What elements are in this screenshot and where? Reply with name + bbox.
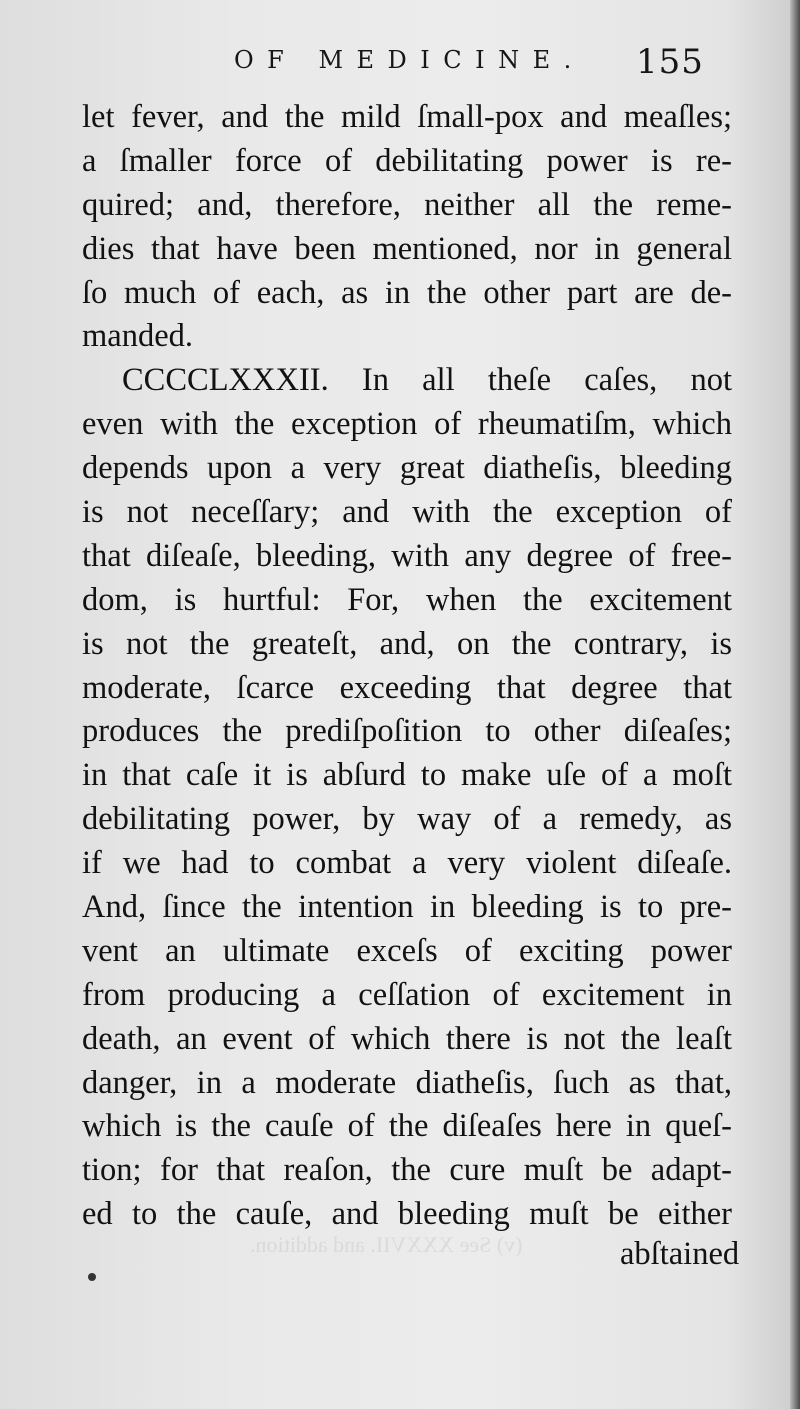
text-line: even with the exception of rheumatiſm, which: [82, 406, 732, 443]
text-line: if we had to combat a very violent diſeaſe.: [82, 845, 732, 882]
text-line: depends upon a very great diatheſis, bleeding: [82, 450, 732, 487]
text-line: let fever, and the mild ſmall-pox and meaſles;: [82, 99, 732, 135]
text-line: vent an ultimate exceſs of exciting power: [82, 932, 732, 969]
page-number: 155: [636, 42, 704, 82]
body-text: [82, 96, 732, 1237]
text-line: in that caſe it is abſurd to make uſe of a moſt: [82, 757, 732, 794]
running-head: [0, 44, 790, 84]
paragraph-start-line: CCCCLXXXII. In all theſe caſes, not: [122, 362, 732, 399]
text-line: is not the greateſt, and, on the contrary, is: [82, 625, 732, 662]
text-line: death, an event of which there is not the leaſt: [82, 1020, 732, 1057]
text-line: a ſmaller force of debilitating power is re-: [82, 142, 732, 179]
text-line: danger, in a moderate diatheſis, ſuch as that,: [82, 1064, 732, 1101]
running-head-title: OF MEDICINE.: [234, 46, 585, 74]
text-line: from producing a ceſſation of excitement in: [82, 976, 732, 1013]
text-line: debilitating power, by way of a remedy, as: [82, 801, 732, 838]
text-line: produces the prediſpoſition to other diſeaſes;: [82, 713, 732, 750]
text-line: dies that have been mentioned, nor in general: [82, 230, 732, 267]
text-line: ſo much of each, as in the other part are de-: [82, 274, 732, 311]
text-line: which is the cauſe of the diſeaſes here in queſ-: [82, 1108, 732, 1145]
text-line: is not neceſſary; and with the exception of: [82, 494, 732, 531]
text-line: that diſeaſe, bleeding, with any degree of free-: [82, 537, 732, 574]
catchword: abſtained: [620, 1236, 740, 1272]
ink-spot: [88, 1273, 96, 1281]
text-line: moderate, ſcarce exceeding that degree that: [82, 669, 732, 706]
text-line: ed to the cauſe, and bleeding muſt be either: [82, 1196, 732, 1233]
text-line: tion; for that reaſon, the cure muſt be adapt-: [82, 1152, 732, 1189]
page-edge-shadow: [790, 0, 800, 1409]
text-line: dom, is hurtful: For, when the excitement: [82, 581, 732, 618]
text-line: And, ſince the intention in bleeding is to pre-: [82, 889, 732, 926]
show-through-text: (v) See XXXVII. and addition.: [250, 1232, 523, 1257]
text-line: manded.: [82, 318, 194, 355]
text-line: quired; and, therefore, neither all the reme-: [82, 186, 732, 223]
